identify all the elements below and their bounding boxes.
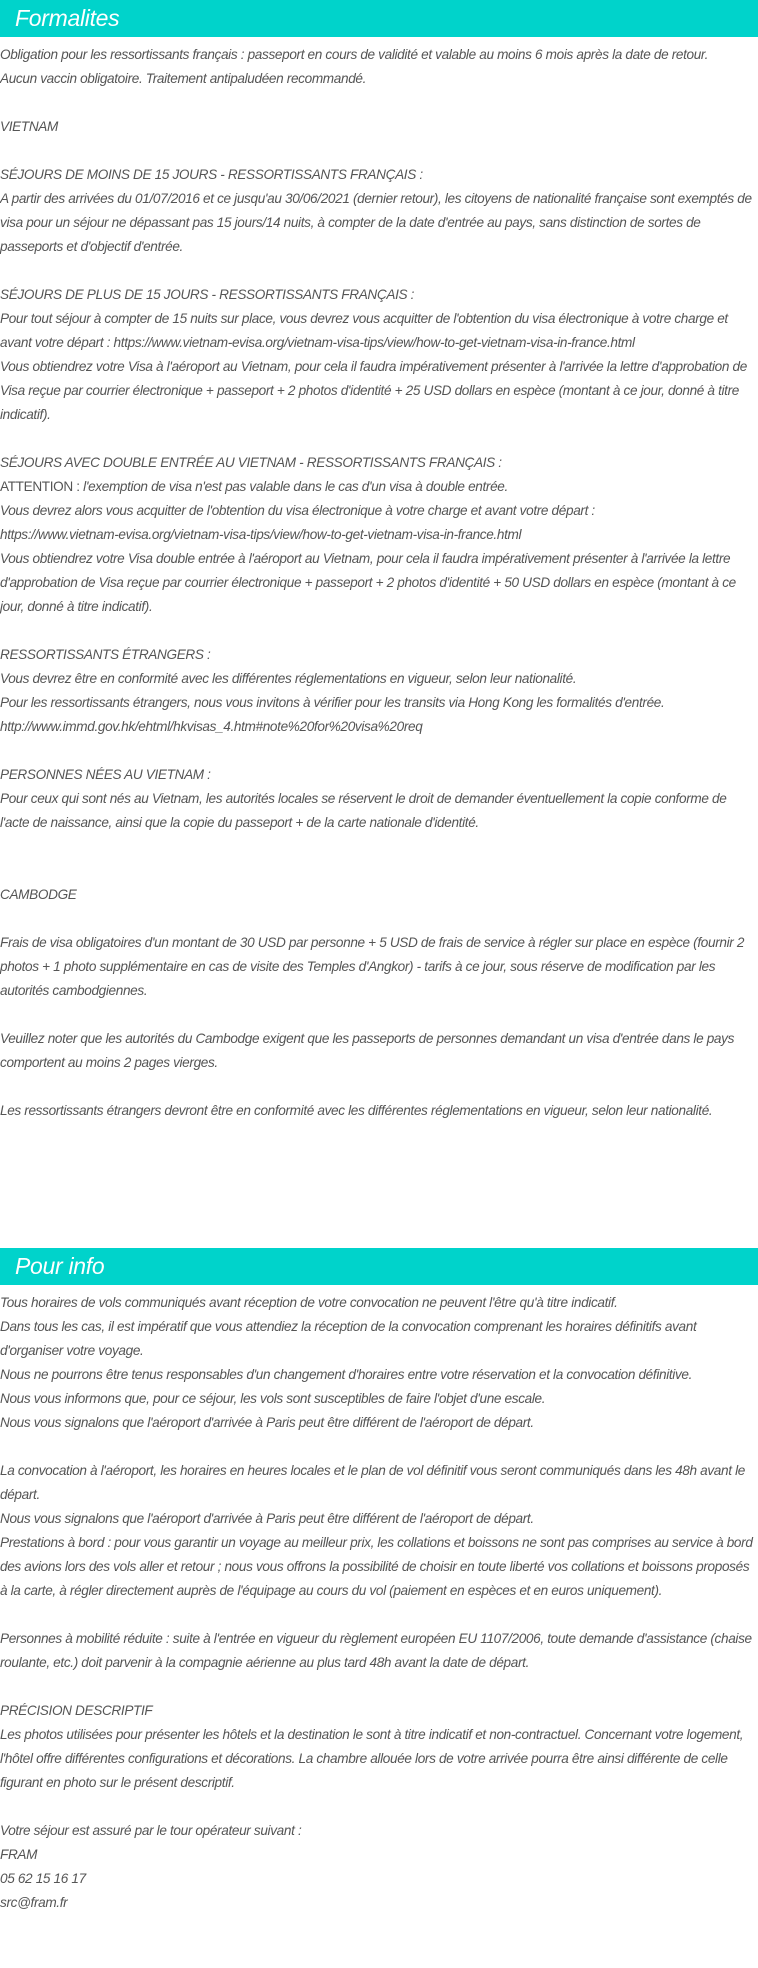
moins-15-text: A partir des arrivées du 01/07/2016 et ce jusqu'au 30/06/2021 (dernier retour), les citoyens de nationalité française sont exemptés de visa pour un séjour ne dépassant pas 15 jours/14 nuits, à compter de la date d'entrée au pays, sans distinction de sortes de passeports et d'objectif d'entrée. bbox=[0, 191, 752, 254]
arrival-airport-note: Nous vous signalons que l'aéroport d'arrivée à Paris peut être différent de l'aéroport de départ. bbox=[0, 1415, 534, 1430]
operator-name: FRAM bbox=[0, 1847, 38, 1862]
operator-email[interactable]: src@fram.fr bbox=[0, 1895, 68, 1910]
pour-info-section bbox=[0, 1248, 758, 1915]
nees-vietnam-heading: PERSONNES NÉES AU VIETNAM : bbox=[0, 767, 211, 782]
etrangers-heading: RESSORTISSANTS ÉTRANGERS : bbox=[0, 647, 211, 662]
formalites-header bbox=[0, 0, 758, 37]
vaccine-info: Aucun vaccin obligatoire. Traitement antipaludéen recommandé. bbox=[0, 71, 367, 86]
arrival-airport-note-2: Nous vous signalons que l'aéroport d'arrivée à Paris peut être différent de l'aéroport de départ. bbox=[0, 1511, 534, 1526]
cambodge-visa-fees: Frais de visa obligatoires d'un montant de 30 USD par personne + 5 USD de frais de service à régler sur place en espèce (fournir 2 photos + 1 photo supplémentaire en cas de visite des Temples d'Angkor) - tarifs à ce jour, sous réserve de modification par les autorités cambodgiennes. bbox=[0, 935, 745, 998]
etrangers-text: Vous devrez être en conformité avec les différentes réglementations en vigueur, selon leur nationalité. bbox=[0, 671, 577, 686]
cambodge-heading: CAMBODGE bbox=[0, 887, 77, 902]
precision-heading: PRÉCISION DESCRIPTIF bbox=[0, 1703, 153, 1718]
etrangers-link[interactable]: http://www.immd.gov.hk/ehtml/hkvisas_4.htm#note%20for%20visa%20req bbox=[0, 719, 423, 734]
section-title: Pour info bbox=[15, 1253, 105, 1279]
etrangers-hongkong: Pour les ressortissants étrangers, nous vous invitons à vérifier pour les transits via Hong Kong les formalités d'entrée. bbox=[0, 695, 665, 710]
pour-info-header bbox=[0, 1248, 758, 1285]
onboard-services: Prestations à bord : pour vous garantir un voyage au meilleur prix, les collations et boissons ne sont pas comprises au service à bord des avions lors des vols aller et retour ; nous vous offrons la possibilité de choisir en toute liberté vos collations et boissons proposés à la carte, à régler directement auprès de l'équipage au cours du vol (paiement en espèces et en euros uniquement). bbox=[0, 1535, 753, 1598]
double-entree-heading: SÉJOURS AVEC DOUBLE ENTRÉE AU VIETNAM - RESSORTISSANTS FRANÇAIS : bbox=[0, 455, 502, 470]
double-entree-visa-airport: Vous obtiendrez votre Visa double entrée à l'aéroport au Vietnam, pour cela il faudra impérativement présenter à l'arrivée la lettre d'approbation de Visa reçue par courrier électronique + passeport + 2 photos d'identité + 50 USD dollars en espèce (montant à ce jour, donné à titre indicatif). bbox=[0, 551, 736, 614]
wait-convocation: Dans tous les cas, il est impératif que vous attendiez la réception de la convocation comprenant les horaires définitifs avant d'organiser votre voyage. bbox=[0, 1319, 697, 1358]
precision-text: Les photos utilisées pour présenter les hôtels et la destination le sont à titre indicatif et non-contractuel. Concernant votre logement, l'hôtel offre différentes configurations et décorations. La chambre allouée lors de votre arrivée pourra être ainsi différente de celle figurant en photo sur le présent descriptif. bbox=[0, 1727, 744, 1790]
operator-intro: Votre séjour est assuré par le tour opérateur suivant : bbox=[0, 1823, 302, 1838]
cambodge-passport-pages: Veuillez noter que les autorités du Cambodge exigent que les passeports de personnes demandant un visa d'entrée dans le pays comportent au moins 2 pages vierges. bbox=[0, 1031, 735, 1070]
plus-15-text: Pour tout séjour à compter de 15 nuits sur place, vous devrez vous acquitter de l'obtention du visa électronique à votre charge et avant votre départ : https://www.vietnam-evisa.org/vietnam-visa-tips/view/how-to-get-vietnam-visa-in-france.html bbox=[0, 311, 728, 350]
double-entree-attention bbox=[0, 475, 758, 499]
pour-info-body bbox=[0, 1285, 758, 1915]
schedule-change-liability: Nous ne pourrons être tenus responsables d'un changement d'horaires entre votre réservation et la convocation définitive. bbox=[0, 1367, 693, 1382]
reduced-mobility: Personnes à mobilité réduite : suite à l'entrée en vigueur du règlement européen EU 1107/2006, toute demande d'assistance (chaise roulante, etc.) doit parvenir à la compagnie aérienne au plus tard 48h avant la date de départ. bbox=[0, 1631, 752, 1670]
formalites-body bbox=[0, 37, 758, 1123]
convocation-48h: La convocation à l'aéroport, les horaires en heures locales et le plan de vol définitif vous seront communiqués dans les 48h avant le départ. bbox=[0, 1463, 745, 1502]
attention-label: ATTENTION : bbox=[0, 479, 80, 494]
double-entree-text: Vous devrez alors vous acquitter de l'obtention du visa électronique à votre charge et avant votre départ : bbox=[0, 503, 595, 518]
section-title: Formalites bbox=[15, 5, 120, 31]
flight-times-indicative: Tous horaires de vols communiqués avant réception de votre convocation ne peuvent l'être qu'à titre indicatif. bbox=[0, 1295, 618, 1310]
moins-15-heading: SÉJOURS DE MOINS DE 15 JOURS - RESSORTISSANTS FRANÇAIS : bbox=[0, 167, 423, 182]
double-entree-link[interactable]: https://www.vietnam-evisa.org/vietnam-visa-tips/view/how-to-get-vietnam-visa-in-france.html bbox=[0, 527, 522, 542]
plus-15-visa-airport: Vous obtiendrez votre Visa à l'aéroport au Vietnam, pour cela il faudra impérativement présenter à l'arrivée la lettre d'approbation de Visa reçue par courrier électronique + passeport + 2 photos d'identité + 25 USD dollars en espèce (montant à ce jour, donné à titre indicatif). bbox=[0, 359, 747, 422]
operator-phone[interactable]: 05 62 15 16 17 bbox=[0, 1871, 86, 1886]
passport-requirement: Obligation pour les ressortissants français : passeport en cours de validité et valable au moins 6 mois après la date de retour. bbox=[0, 47, 709, 62]
vietnam-heading: VIETNAM bbox=[0, 119, 58, 134]
nees-vietnam-text: Pour ceux qui sont nés au Vietnam, les autorités locales se réservent le droit de demander éventuellement la copie conforme de l'acte de naissance, ainsi que la copie du passeport + de la carte nationale d'identité. bbox=[0, 791, 727, 830]
plus-15-heading: SÉJOURS DE PLUS DE 15 JOURS - RESSORTISSANTS FRANÇAIS : bbox=[0, 287, 415, 302]
attention-text: l'exemption de visa n'est pas valable dans le cas d'un visa à double entrée. bbox=[79, 479, 508, 494]
cambodge-foreigners: Les ressortissants étrangers devront être en conformité avec les différentes réglementations en vigueur, selon leur nationalité. bbox=[0, 1103, 713, 1118]
stopover-info: Nous vous informons que, pour ce séjour, les vols sont susceptibles de faire l'objet d'une escale. bbox=[0, 1391, 546, 1406]
